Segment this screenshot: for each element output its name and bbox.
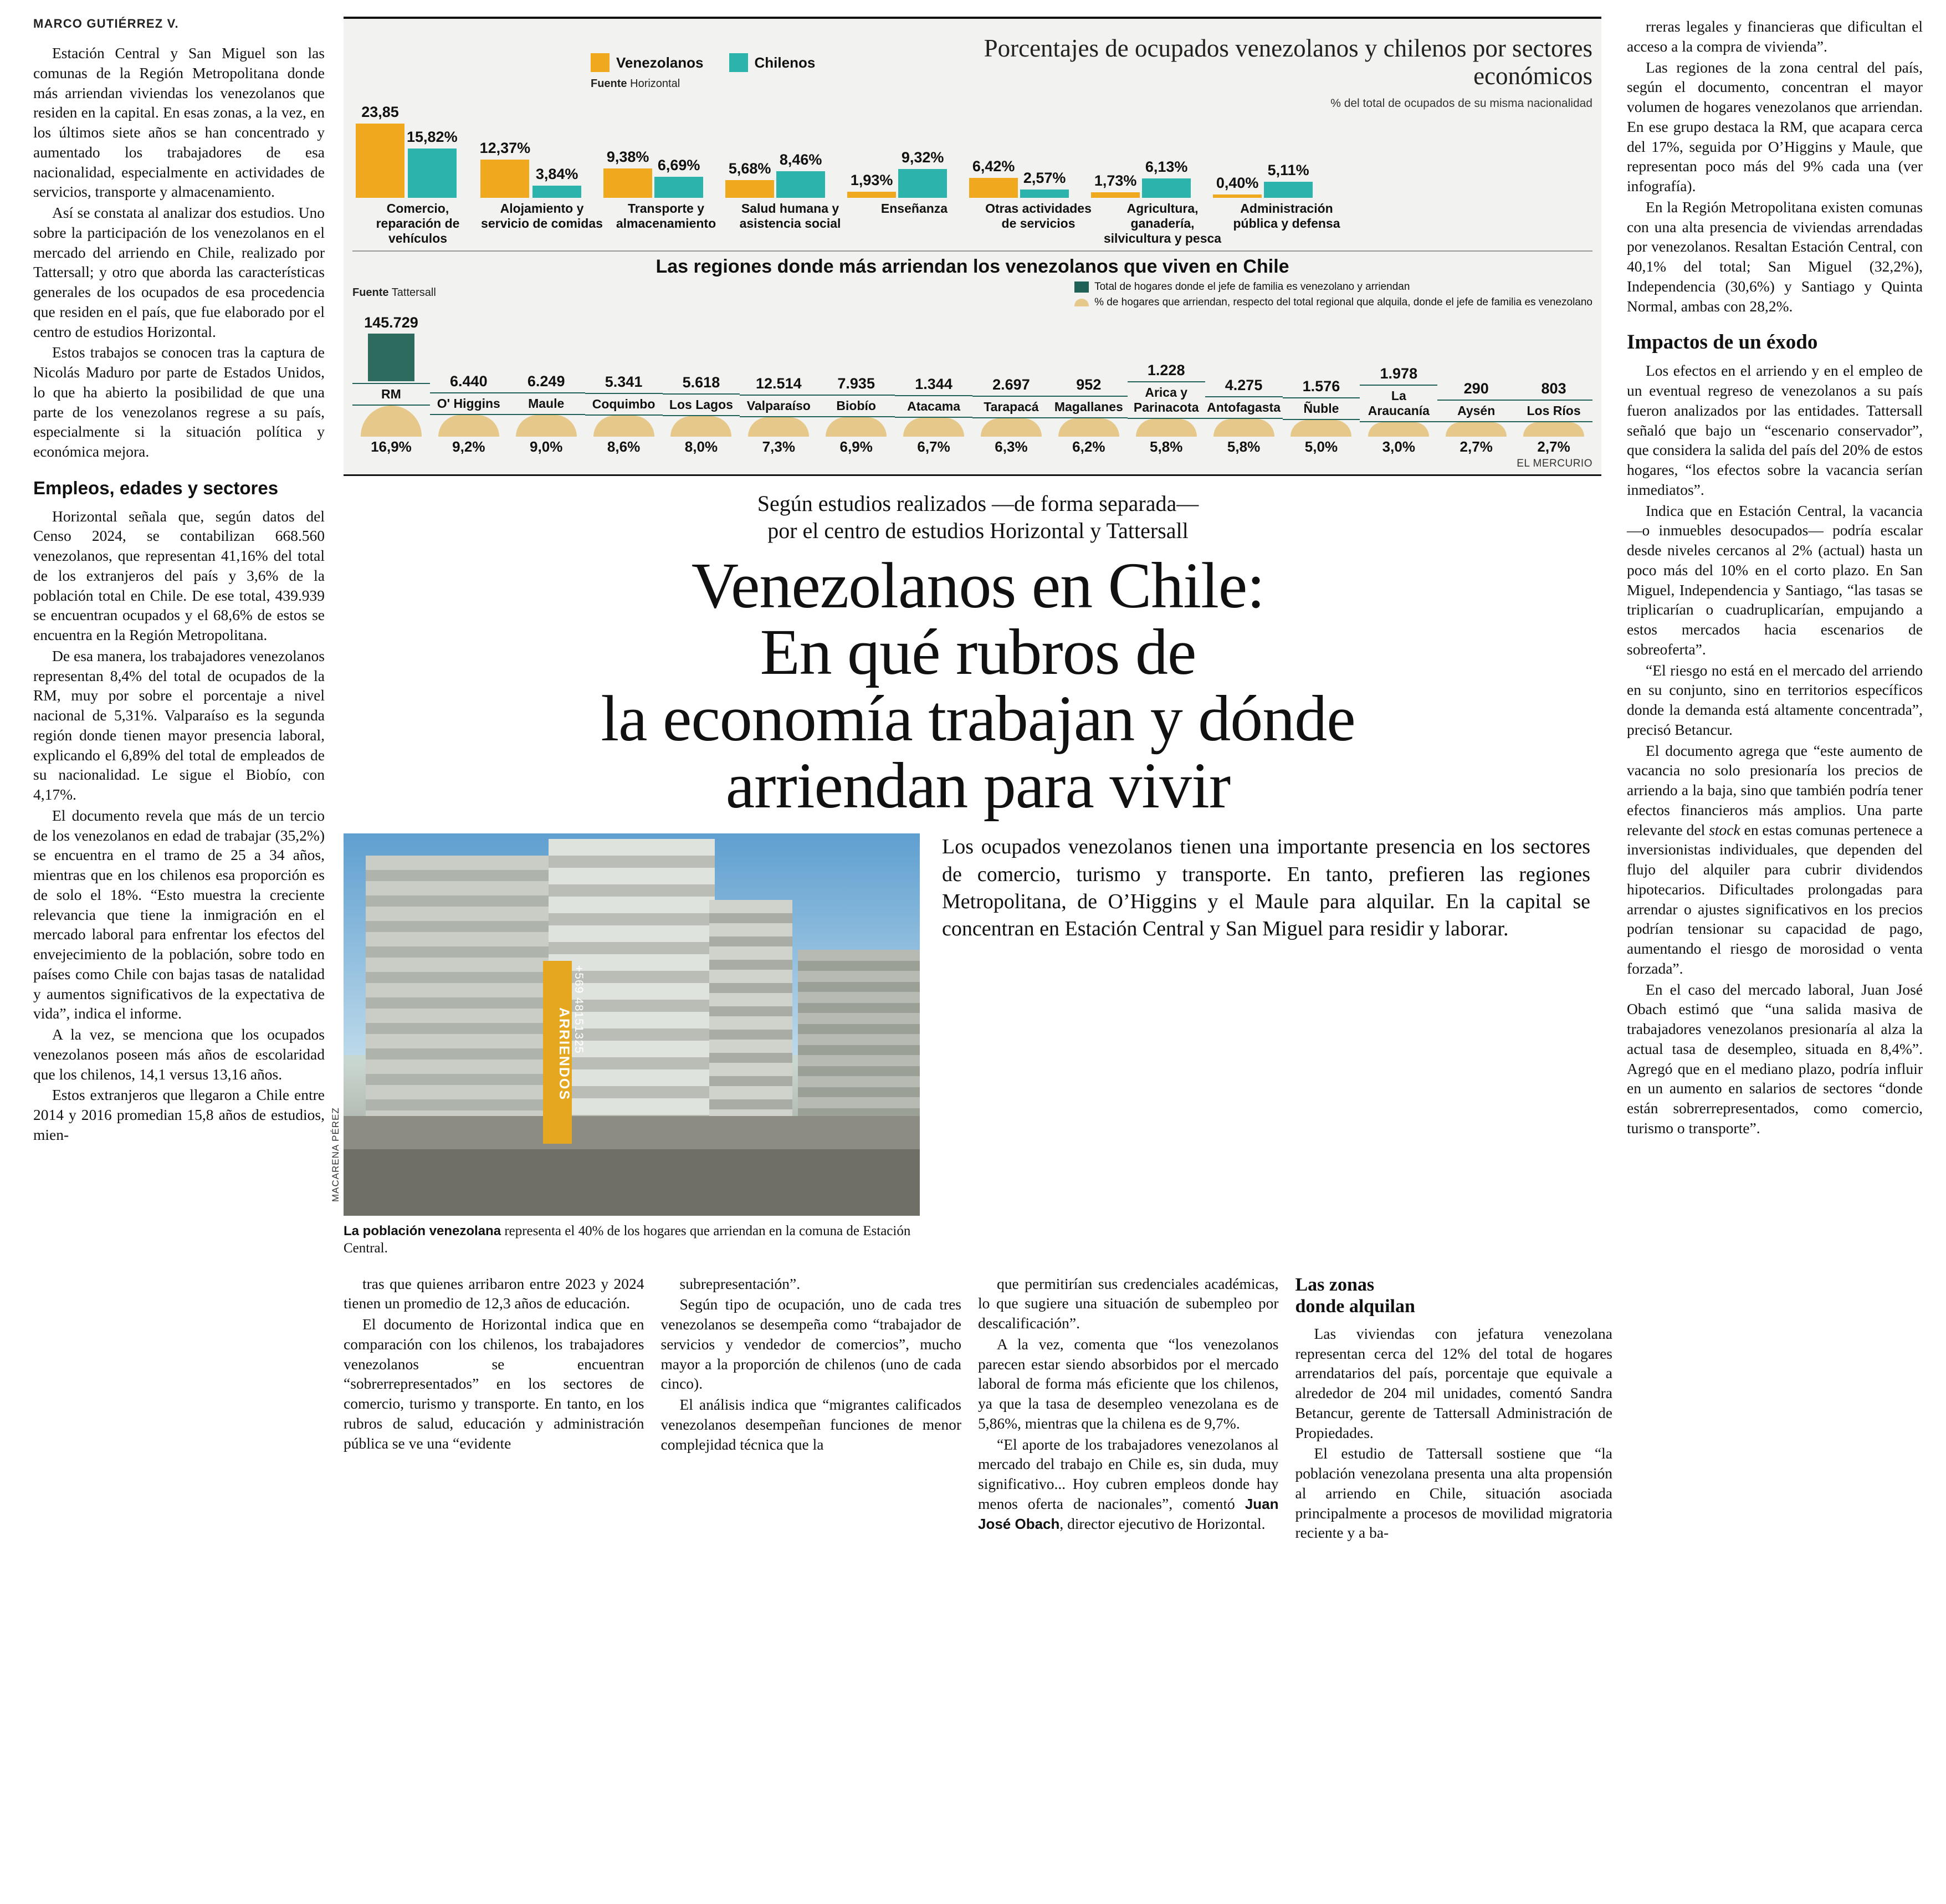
source-label: Fuente [591, 78, 627, 90]
region-total-label: 803 [1541, 380, 1566, 397]
region-total-label: 1.228 [1147, 361, 1185, 378]
bar-value-label: 23,85 [361, 104, 399, 121]
photo-sidewalk [344, 1116, 920, 1149]
kicker-line-2: por el centro de estudios Horizontal y Tattersall [767, 518, 1189, 543]
bar [1264, 182, 1313, 198]
arriendos-sign: ARRIENDOS [543, 961, 572, 1144]
region-total-label: 290 [1463, 380, 1489, 397]
paragraph: que permitirían sus credenciales académicas, lo que sugiere una situación de subempleo por descalificación”. [978, 1275, 1279, 1332]
region-name-label: O' Higgins [430, 392, 508, 415]
region-column [352, 314, 430, 455]
region-total-label: 1.978 [1380, 365, 1418, 382]
byline: MARCO GUTIÉRREZ V. [33, 17, 179, 30]
region-percent-label: 8,0% [684, 438, 718, 455]
bar [776, 171, 825, 197]
bar-group [969, 158, 1069, 198]
bar [725, 180, 774, 198]
region-percent-label: 2,7% [1537, 438, 1570, 455]
chart2-meta [352, 281, 1592, 312]
region-name-label: La Araucanía [1360, 385, 1437, 422]
bar-value-label: 6,69% [657, 157, 700, 174]
photo-column [330, 833, 936, 1257]
bar-chilenos [407, 129, 458, 198]
bar-group [1091, 158, 1191, 197]
bar-venezolanos [847, 172, 896, 198]
bar-value-label: 1,93% [850, 171, 893, 188]
region-column [1360, 365, 1437, 455]
source-name: Horizontal [630, 78, 680, 90]
region-percent-arc [1205, 419, 1283, 437]
region-percent-label: 3,0% [1382, 438, 1415, 455]
paragraph-part: “El aporte de los trabajadores venezolanos al mercado del trabajo en Chile es, sin duda, muy significativo... Hoy cubren empleos donde hay menos oferta de nacionales”, comentó [978, 1435, 1279, 1512]
bar-venezolanos [1091, 172, 1140, 198]
paragraph: Indica que en Estación Central, la vacancia —o inmuebles desocupados— podría escalar desde niveles cercanos al 2% (actual) hasta un poco más del 10% en el corto plazo. En San Miguel, Independencia y Santiago, “las tasas se triplicarían o cuadruplicarían, empujando a estos mercados hacia escenarios de sobreoferta”. [1627, 501, 1923, 658]
paragraph: rreras legales y financieras que dificultan el acceso a la compra de vivienda”. [1627, 18, 1923, 55]
paragraph-part: , director ejecutivo de Horizontal. [1059, 1514, 1266, 1532]
bar-value-label: 5,68% [728, 160, 771, 177]
region-percent-label: 9,2% [452, 438, 485, 455]
region-name-label: Antofagasta [1205, 396, 1283, 419]
bar-value-label: 1,73% [1094, 172, 1137, 190]
source-label: Fuente [352, 286, 389, 299]
region-percent-label: 6,9% [839, 438, 873, 455]
headline [366, 549, 1590, 822]
region-percent-arc [895, 418, 972, 437]
chart2 [352, 250, 1592, 470]
bar-venezolanos [356, 104, 404, 198]
headline-line-3: la economía trabajan y dónde [601, 682, 1355, 755]
region-percent-label: 9,0% [530, 438, 563, 455]
region-percent-label: 2,7% [1460, 438, 1493, 455]
section-subhead: Empleos, edades y sectores [33, 477, 279, 498]
paragraph [1627, 741, 1923, 979]
bar [847, 192, 896, 198]
top-area [33, 17, 1924, 1544]
emphasis-word: stock [1709, 821, 1740, 838]
lower-column-d [1295, 1274, 1612, 1544]
lower-column-c [978, 1274, 1295, 1544]
bar-chilenos [1264, 162, 1313, 198]
region-total-label: 6.440 [450, 372, 488, 390]
region-name-label: Los Ríos [1515, 400, 1592, 422]
bar-venezolanos [725, 160, 774, 198]
chart2-legend [1074, 281, 1592, 312]
bar-value-label: 8,46% [779, 151, 822, 168]
chart1-categories [352, 201, 1592, 246]
paragraph: En el caso del mercado laboral, Juan José Obach estimó que “una salida masiva de trabajadores venezolanos presionaría al alza la actual tasa de desempleo, situada en 8,4%”. Agregó que en el mediano plazo, podría influir en un aumento en salarios de sectores “donde están sobrerrepresentados, como comercio, turismo o transporte”. [1627, 980, 1923, 1137]
paragraph: Según tipo de ocupación, uno de cada tres venezolanos se desempeña como “trabajador de servicios y vendedor de comercios”, mucho mayor a la proporción de chilenos (uno de cada cinco). [660, 1296, 961, 1393]
bar [480, 160, 529, 198]
bar-venezolanos [480, 140, 531, 198]
region-total-label: 952 [1076, 376, 1102, 393]
bar-group [725, 151, 825, 197]
bar [969, 178, 1018, 198]
kicker-line-1: Según estudios realizados —de forma separada— [757, 491, 1199, 516]
bar-value-label: 0,40% [1216, 174, 1259, 191]
legend-label: Venezolanos [616, 54, 704, 71]
lower-column-b [661, 1274, 979, 1544]
phone-number-text: +569 48151325 [572, 965, 585, 1054]
paragraph: El documento de Horizontal indica que en comparación con los chilenos, los trabajadores venezolanos se encuentran “sobrerrepresentados” en los sectores de comercio, turismo y transporte. En tanto, en los rubros de salud, educación y administración pública se ve una “evidente [344, 1316, 644, 1452]
region-total-label: 1.344 [915, 375, 952, 392]
region-percent-arc [740, 417, 817, 437]
paragraph: Estación Central y San Miguel son las comunas de la Región Metropolitana donde más arriendan viviendas los venezolanos que residen en la capital. En esas zonas, a la vez, en los últimos siete años se han concentrado y aumentado los trabajadores de esa nacionalidad, especialmente en actividades de servicios, transporte y almacenamiento. [33, 44, 325, 201]
legend-swatch-percent [1074, 299, 1089, 306]
photo-street [344, 1149, 920, 1216]
lede-paragraph: Los ocupados venezolanos tienen una importante presencia en los sectores de comercio, turismo y transporte. En tanto, prefieren las regiones Metropolitana, de O’Higgins y el Maule para alquilar. En la capital se concentran en Estación Central y San Miguel para residir y laborar. [942, 835, 1590, 941]
legend-label: Chilenos [754, 54, 816, 71]
photo-and-lede [330, 833, 1612, 1257]
paragraph-part: en estas comunas pertenece a inversionistas individuales, que dependen del flujo del alquiler para cubrir dividendos hipotecarios. Dificultades prolongadas para arrendar o ajustes significativos en los precios podrían tensionar su capacidad de pago, aumentando el riesgo de morosidad o venta forzada”. [1627, 821, 1923, 977]
region-percent-arc [1050, 418, 1128, 437]
legend-label: % de hogares que arriendan, respecto del total regional que alquila, donde el jefe de familia es venezolano [1094, 296, 1592, 309]
region-column [740, 375, 817, 456]
bar-group [356, 104, 458, 198]
region-total-label: 5.341 [605, 373, 643, 390]
paragraph: Estos extranjeros que llegaron a Chile entre 2014 y 2016 promedian 15,8 años de estudios, mien- [33, 1086, 325, 1143]
region-total-label: 12.514 [756, 375, 802, 392]
bar [898, 169, 947, 198]
region-percent-arc [1360, 422, 1437, 437]
chart2-title: Las regiones donde más arriendan los venezolanos que viven en Chile [656, 256, 1289, 278]
region-column [430, 373, 508, 456]
region-percent-label: 5,8% [1150, 438, 1183, 455]
region-percent-label: 6,7% [917, 438, 950, 455]
region-percent-arc [1515, 422, 1592, 437]
bar-value-label: 2,57% [1023, 170, 1066, 187]
region-column [1205, 377, 1283, 455]
source-name: Tattersall [391, 286, 436, 299]
region-total-label: 145.729 [364, 314, 418, 331]
bar [532, 186, 581, 198]
bar-group [1213, 162, 1313, 198]
bar-category-label: Administración pública y defensa [1233, 201, 1340, 231]
headline-line-1: Venezolanos en Chile: [691, 549, 1265, 622]
region-name-label: Magallanes [1050, 396, 1128, 418]
paragraph: Los efectos en el arriendo y en el empleo de un eventual regreso de venezolanos a su país fueron analizados por las entidades. Tattersall señaló que bajo un “escenario conservador”, que considera la salida del país del 20% de estos hogares, “los efectos sobre la vacancia serían inmediatos”. [1627, 362, 1923, 498]
bar-value-label: 6,42% [972, 157, 1015, 175]
region-total-label: 6.249 [527, 373, 565, 390]
paragraph: De esa manera, los trabajadores venezolanos representan 8,4% del total de ocupados de la RM, muy por sobre el porcentaje a nivel nacional de 5,31%. Valparaíso es la segunda región donde tienen mayor presencia laboral, explicando el 6,89% del total de empleados de su nacionalidad. Le sigue el Biobío, con 4,17%. [33, 647, 325, 803]
bar [1020, 190, 1069, 197]
center-column [330, 17, 1612, 1544]
bar-category-label: Otras actividades de servicios [985, 201, 1092, 231]
right-text-column [1612, 17, 1923, 1544]
region-percent-label: 6,2% [1072, 438, 1105, 455]
bar-value-label: 15,82% [407, 129, 458, 146]
chart2-regions [352, 314, 1592, 455]
bar-category-label: Transporte y almacenamiento [616, 201, 716, 231]
section-subhead [1295, 1274, 1612, 1317]
bar-venezolanos [969, 158, 1018, 198]
region-percent-label: 16,9% [371, 438, 412, 455]
region-name-label: Biobío [817, 395, 895, 417]
publisher-credit: EL MERCURIO [1517, 458, 1592, 470]
paragraph: Horizontal señala que, según datos del Censo 2024, se contabilizan 668.560 venezolanos, que representan 41,16% del total de los extranjeros del país y 3,6% de la población total en Chile. De ese total, 439.939 se encuentran ocupados y el 68,6% de estos se encuentra en la Región Metropolitana. [33, 507, 325, 644]
region-total-label: 1.576 [1302, 377, 1340, 395]
lower-columns [344, 1274, 1612, 1544]
chart1-bars [352, 59, 1592, 198]
region-column [1128, 362, 1205, 455]
chart1-subtitle: % del total de ocupados de su misma nacionalidad [1330, 96, 1592, 110]
paragraph: A la vez, comenta que “los venezolanos parecen estar siendo absorbidos por el mercado laboral de forma más eficiente que los chilenos, ya que la tasa de desempleo venezolana es de 5,86%, mientras que la chilena es de 9,7%. [978, 1335, 1279, 1432]
region-total-label: 4.275 [1225, 376, 1263, 393]
infographic-box [344, 17, 1601, 476]
bar [1213, 195, 1262, 198]
bar-category-label: Salud humana y asistencia social [739, 201, 841, 231]
paragraph: El documento revela que más de un tercio de los venezolanos en edad de trabajar (35,2%) se encuentra en el tramo de 25 a 34 años, mientras que en los chilenos esa proporción es de solo el 18%. “Esto muestra la creciente relevancia que tiene la inmigración en el mercado laboral para enfrentar los efectos del envejecimiento de la población, sobre todo en países como Chile con bajas tasas de natalidad y aumentos significativos de la expectativa de vida”, indica el informe. [33, 806, 325, 1022]
legend-swatch-total [1074, 281, 1089, 293]
region-percent-label: 6,3% [995, 438, 1028, 455]
photo-building-c [709, 900, 792, 1133]
paragraph [978, 1435, 1279, 1534]
chart1-title: Porcentajes de ocupados venezolanos y chilenos por sectores económicos [984, 34, 1592, 90]
region-name-label: Atacama [895, 395, 972, 418]
region-name-label: Aysén [1437, 400, 1515, 422]
region-name-label: Maule [508, 392, 585, 415]
region-column [972, 376, 1050, 455]
bar-category-label: Comercio, reparación de vehículos [376, 201, 460, 246]
bar [356, 124, 404, 198]
photo-building-a [366, 856, 549, 1149]
region-percent-arc [508, 415, 585, 437]
caption-rest: representa el 40% de los hogares que arriendan en la comuna de Estación Central. [344, 1224, 911, 1256]
region-percent-label: 5,0% [1304, 438, 1338, 455]
region-percent-arc [585, 416, 663, 437]
region-column [1283, 378, 1360, 456]
region-name-label: Ñuble [1283, 397, 1360, 420]
region-name-label: Arica y Parinacota [1128, 381, 1205, 419]
region-name-label: Los Lagos [663, 393, 740, 416]
paragraph: Las viviendas con jefatura venezolana representan cerca del 12% del total de hogares arrendatarios del país, porcentaje que equivale a alrededor de 204 mil unidades, comentó Sandra Betancur, gerente de Tattersall Administración de Propiedades. [1295, 1324, 1612, 1441]
bar-category-label: Enseñanza [880, 201, 948, 216]
region-name-label: Coquimbo [585, 393, 663, 416]
lower-column-a [344, 1274, 661, 1544]
bar-category-label: Alojamiento y servicio de comidas [481, 201, 603, 231]
photo-credit: MACARENA PÉREZ [330, 1107, 341, 1202]
region-percent-label: 5,8% [1227, 438, 1261, 455]
bar [1091, 192, 1140, 198]
bar [1142, 178, 1191, 197]
bar-value-label: 5,11% [1267, 162, 1309, 179]
bar-value-label: 9,32% [901, 149, 944, 166]
region-total-label: 5.618 [682, 374, 720, 391]
region-total-label: 2.697 [992, 376, 1030, 393]
legend-label: Total de hogares donde el jefe de familia es venezolano y arriendan [1094, 281, 1410, 293]
region-percent-label: 7,3% [762, 438, 795, 455]
region-percent-arc [1437, 422, 1515, 437]
bar-group [480, 140, 582, 198]
bar-category-label: Agricultura, ganadería, silvicultura y pesca [1103, 201, 1222, 246]
region-column [1437, 380, 1515, 455]
bar-value-label: 9,38% [606, 149, 649, 166]
bar-chilenos [1020, 170, 1069, 197]
bar-venezolanos [603, 149, 652, 198]
paragraph: En la Región Metropolitana existen comunas con una alta presencia de viviendas arrendadas por venezolanos. Resaltan Estación Central, con 40,1% del total; San Miguel (32,2%), Independencia (30,6%) y Santiago y Quinta Normal, ambas con 28,2%. [1627, 198, 1923, 315]
paragraph: A la vez, se menciona que los ocupados venezolanos poseen más años de escolaridad que los chilenos, 14,1 versus 13,16 años. [33, 1026, 325, 1083]
bar-chilenos [776, 151, 825, 197]
region-percent-arc [972, 418, 1050, 437]
region-column [585, 373, 663, 455]
region-column [508, 373, 585, 455]
paragraph: El análisis indica que “migrantes calificados venezolanos desempeñan funciones de menor complejidad técnica que la [660, 1396, 961, 1453]
region-name-label: RM [352, 383, 430, 406]
photo [344, 833, 920, 1216]
region-percent-arc [1128, 419, 1205, 437]
headline-line-2: En qué rubros de [760, 616, 1196, 689]
bar [408, 149, 457, 198]
region-name-label: Valparaíso [740, 395, 817, 417]
bar-value-label: 3,84% [535, 166, 578, 183]
section-subhead: Impactos de un éxodo [1627, 331, 1818, 354]
person-name: Juan José Obach [978, 1495, 1279, 1532]
bar-chilenos [532, 166, 581, 198]
region-column [1050, 376, 1128, 455]
bar [603, 168, 652, 198]
region-total-bar [368, 334, 414, 381]
paragraph-part: El documento agrega que “este aumento de vacancia no solo presionaría los precios de arriendo a la baja, sino que también podría tener efectos financieros más amplios. Una parte relevante del [1627, 741, 1923, 838]
bar-group [603, 149, 703, 198]
headline-area [344, 476, 1612, 822]
paragraph: Estos trabajos se conocen tras la captura de Nicolás Maduro por parte de Estados Unidos, lo que ha abierto la posibilidad de que una parte de los venezolanos regrese a su país, especialmente si la situación política y económica mejora. [33, 344, 325, 460]
subhead-line-2: donde alquilan [1295, 1296, 1415, 1317]
lede-column [936, 833, 1590, 1257]
region-percent-arc [430, 415, 508, 437]
subhead-line-1: Las zonas [1295, 1274, 1375, 1295]
region-percent-label: 8,6% [607, 438, 641, 455]
bar-chilenos [1142, 158, 1191, 197]
bar-venezolanos [1213, 175, 1262, 198]
region-percent-arc [663, 416, 740, 437]
bar-chilenos [898, 149, 947, 198]
paragraph: El estudio de Tattersall sostiene que “la población venezolana presenta una alta propensión al arriendo en Chile, situación asociada principalmente a procesos de movilidad migratoria reciente y a ba- [1295, 1445, 1612, 1542]
paragraph: “El riesgo no está en el mercado del arriendo en su conjunto, sino en territorios específicos donde la demanda está altamente concentrada”, precisó Betancur. [1627, 661, 1923, 738]
region-percent-arc [1283, 420, 1360, 437]
region-total-label: 7.935 [837, 375, 875, 392]
photo-caption [344, 1222, 920, 1257]
region-column [1515, 380, 1592, 455]
paragraph: Las regiones de la zona central del país, según el documento, concentran el mayor volumen de hogares venezolanos que arriendan. En ese grupo destaca la RM, que acapara cerca del 17%, seguida por O’Higgins y Maule, que representan poco más del 9% cada una (ver infografía). [1627, 58, 1923, 195]
chart2-source [352, 286, 436, 299]
region-percent-arc [352, 406, 430, 437]
region-name-label: Tarapacá [972, 396, 1050, 418]
bar-group [847, 149, 947, 198]
region-column [895, 376, 972, 455]
bar-chilenos [654, 157, 703, 197]
paragraph: subrepresentación”. [679, 1275, 801, 1292]
paragraph: tras que quienes arribaron entre 2023 y 2024 tienen un promedio de 12,3 años de educación. [344, 1275, 644, 1312]
bar-value-label: 12,37% [479, 139, 531, 156]
headline-line-4: arriendan para vivir [725, 749, 1231, 822]
region-column [817, 375, 895, 455]
caption-lead: La población venezolana [344, 1224, 501, 1239]
bar [654, 177, 703, 197]
bar-value-label: 6,13% [1145, 158, 1188, 176]
left-text-column [33, 17, 344, 1544]
region-column [663, 374, 740, 455]
region-percent-arc [817, 417, 895, 437]
paragraph: Así se constata al analizar dos estudios. Uno sobre la participación de los venezolanos en el mercado del arriendo en Chile, realizado por Tattersall; y otro que aborda las características generales de los ocupados de esa procedencia que residen en el país, que fue elaborado por el centro de estudios Horizontal. [33, 204, 325, 340]
